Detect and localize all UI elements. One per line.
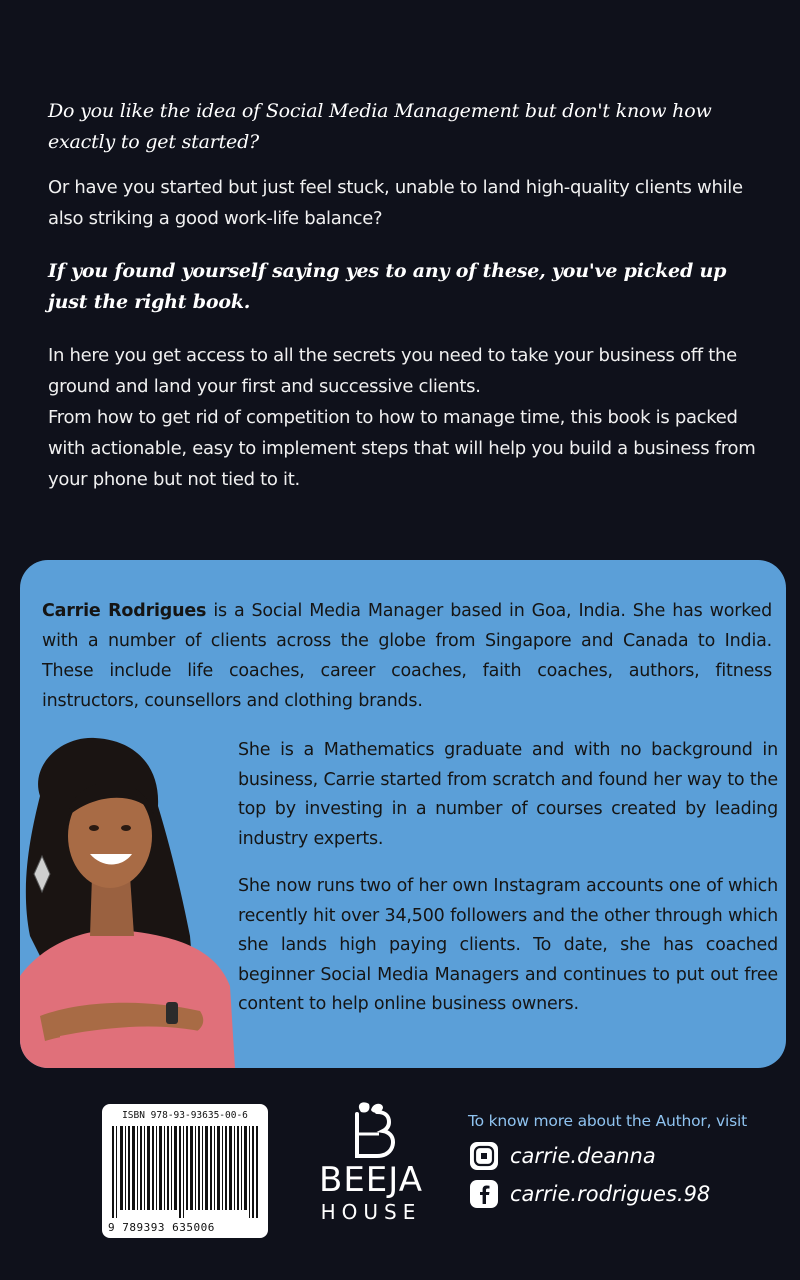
author-intro-text: is a Social Media Manager based in Goa, India. She has worked with a number of clients across the globe from Singapore and Canada to India. These include life coaches, career coaches, faith coaches, authors, fitness instructors, counsellors and clothing brands.: [42, 601, 772, 711]
blurb-question-1: Do you like the idea of Social Media Management but don't know how exactly to get started?: [48, 100, 712, 153]
contact-title: To know more about the Author, visit: [468, 1112, 747, 1130]
facebook-handle: carrie.rodrigues.98: [510, 1182, 711, 1206]
blurb-paragraph-1: In here you get access to all the secrets you need to take your business off the ground and land your first and successive clients.: [48, 345, 737, 397]
author-bio-box: [20, 560, 786, 1068]
barcode-number: 9 789393 635006: [108, 1221, 215, 1234]
author-photo: [20, 736, 235, 1068]
blurb-paragraph-2: From how to get rid of competition to how to manage time, this book is packed with actionable, easy to implement steps that will help you build a business from your phone but not tied to it.: [48, 407, 756, 490]
author-name: Carrie Rodrigues: [42, 601, 207, 621]
facebook-icon: [470, 1180, 498, 1208]
instagram-handle: carrie.deanna: [510, 1144, 656, 1168]
isbn-label: ISBN 978-93-93635-00-6: [122, 1110, 248, 1121]
instagram-icon: [470, 1142, 498, 1170]
author-intro: [42, 596, 772, 716]
publisher-logo: [300, 1100, 442, 1230]
leaf-b-logo-icon: [341, 1100, 401, 1160]
author-paragraph-3: She now runs two of her own Instagram accounts one of which recently hit over 34,500 followers and the other through which she lands high paying clients. To date, she has coached beginner Social Media Managers and continues to put out free content to help online business owners.: [238, 876, 778, 1014]
barcode-bars: [112, 1126, 258, 1218]
publisher-name-line-1: BEEJA: [319, 1160, 423, 1200]
isbn-barcode: [102, 1104, 268, 1238]
blurb-question-3: If you found yourself saying yes to any of these, you've picked up just the right book.: [48, 260, 727, 313]
author-paragraph-2: She is a Mathematics graduate and with no background in business, Carrie started from scratch and found her way to the top by investing in a number of courses created by leading industry experts.: [238, 740, 778, 849]
blurb-question-2: Or have you started but just feel stuck, unable to land high-quality clients while also striking a good work-life balance?: [48, 177, 743, 229]
publisher-name-line-2: HOUSE: [320, 1200, 422, 1224]
